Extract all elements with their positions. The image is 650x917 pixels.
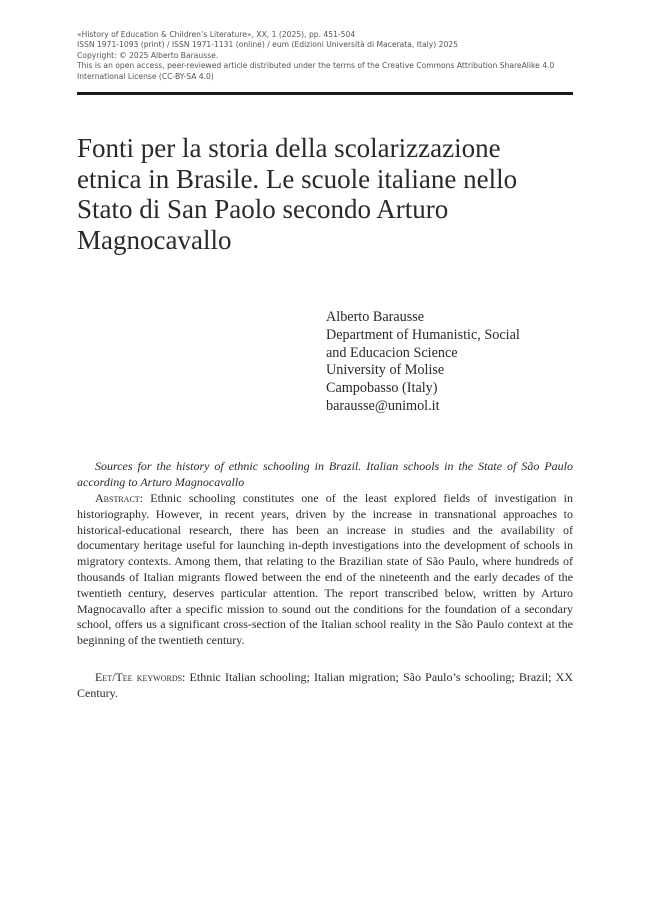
license-line-2: International License (CC-BY-SA 4.0) (77, 71, 214, 81)
issn-line: ISSN 1971-1093 (print) / ISSN 1971-1131 (online) / eum (Edizioni Università di Macerata, Italy) 2025 (77, 40, 458, 50)
title-line-3: Stato di San Paolo secondo Arturo (77, 194, 449, 224)
title-line-1: Fonti per la storia della scolarizzazione (77, 133, 501, 163)
title-line-4: Magnocavallo (77, 224, 232, 255)
journal-header (77, 30, 573, 82)
copyright-line: Copyright: © 2025 Alberto Barausse. (77, 50, 219, 60)
english-title: Sources for the history of ethnic schooling in Brazil. Italian schools in the State of São Paulo according to Arturo Magnocavallo (77, 459, 573, 489)
author-university: University of Molise (326, 362, 445, 379)
license-line: This is an open access, peer-reviewed article distributed under the terms of the Creative Commons Attribution ShareAlike 4.0 (77, 61, 555, 71)
abstract-paragraph (77, 491, 573, 649)
paper-title (77, 133, 573, 255)
journal-citation: «History of Education & Children’s Literature», XX, 1 (2025), pp. 451-504 (77, 30, 356, 39)
author-department: Department of Humanistic, Social (326, 326, 520, 343)
abstract-label: Abstract: (95, 491, 144, 505)
author-city: Campobasso (Italy) (326, 380, 438, 397)
author-department-2: and Educacion Science (326, 344, 458, 361)
author-email[interactable]: barausse@unimol.it (326, 397, 440, 414)
keywords-paragraph (77, 670, 573, 702)
header-rule (77, 92, 573, 95)
author-name: Alberto Barausse (326, 309, 425, 325)
author-block (326, 309, 576, 416)
title-line-2: etnica in Brasile. Le scuole italiane nello (77, 163, 518, 194)
keywords-label: Eet/Tee keywords: (95, 670, 186, 684)
abstract-text: Ethnic schooling constitutes one of the least explored fields of investigation in historiography. However, in recent years, driven by the increase in transnational approaches to historical-educational research, there has been an increase in studies and the availability of documentary heritage useful for launching in-depth investigations into the development of schools in migratory contexts. Among them, that relating to the Brazilian state of São Paulo, where hundreds of thousands of Italian migrants flowed between the end of the nineteenth and the early decades of the twentieth century, deserves particular attention. The report transcribed below, written by Arturo Magnocavallo after a specific mission to sound out the conditions for the foundation of a secondary school, offers us a significant cross-section of the Italian school reality in the São Paulo context at the beginning of the twentieth century. (77, 491, 573, 648)
keywords-text: Ethnic Italian schooling; Italian migration; São Paulo’s schooling; Brazil; XX Century. (77, 670, 573, 700)
